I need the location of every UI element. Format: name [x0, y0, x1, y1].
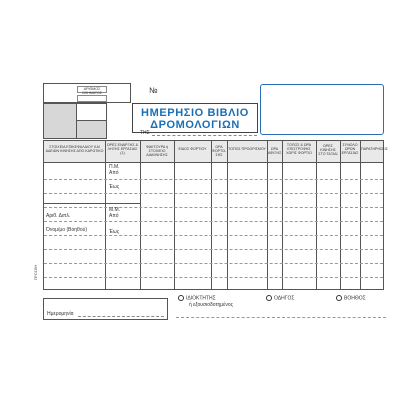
owner-check[interactable] — [178, 295, 216, 301]
date-box[interactable] — [43, 298, 168, 320]
vehicle-number-label: ΑΡΙΘΜΟΣ ΟΧΗΜΑΤΟΣ — [81, 87, 103, 95]
col-header-loading-time: ΩΡΑ ΦΟΡΤΩ-ΣΗΣ — [212, 145, 227, 157]
number-label: № — [149, 86, 158, 95]
col-header-return: ΤΟΠΟΣ & ΩΡΑ ΕΠΙΣΤΡΟΦΗΣ ΧΩΡΙΣ ΦΟΡΤΙΟ — [286, 143, 312, 155]
stamp-box — [43, 103, 107, 139]
eos-label-1: Έως — [109, 184, 120, 190]
signature-line — [176, 317, 386, 318]
title-line2: ΔΡΟΜΟΛΟΓΙΩΝ — [150, 119, 240, 131]
assistant-check[interactable] — [336, 295, 366, 301]
mm-label: Μ.Μ. — [109, 207, 121, 213]
driver-label: ΟΔΗΓΟΣ — [274, 295, 295, 302]
driver-checkbox[interactable] — [266, 295, 272, 301]
driver-check[interactable] — [266, 295, 294, 301]
col-header-cargo: ΕΙΔΟΣ ΦΟΡΤΙΟΥ — [178, 147, 207, 151]
date-label: Ημερομηνία — [47, 311, 74, 317]
side-code: ΠΡΟΣΘΗ — [34, 265, 38, 280]
owner-label: ΙΔΙΟΚΤΗΤΗΣ — [186, 295, 216, 302]
assistant-label: ΒΟΗΘΟΣ — [344, 295, 366, 302]
col-header-arrival: ΩΡΑ ΑΦΙΞΗΣ — [268, 147, 282, 155]
apo-label-1: Από — [109, 170, 119, 176]
owner-sub-label: ή εξουσιοδοτημένος — [189, 302, 234, 308]
col-header-total-hours: ΣΥΝΟΛΟ ΩΡΩΝ ΕΡΓΑΣΙΑΣ — [341, 143, 359, 155]
col-header-destination: ΤΟΠΟΣ ΠΡΟΟΡΙΣΜΟΥ — [228, 147, 266, 151]
stamp-area[interactable] — [260, 84, 384, 135]
apo-label-2: Από — [109, 213, 119, 219]
owner-checkbox[interactable] — [178, 295, 184, 301]
form-sheet — [36, 80, 388, 322]
trip-number-label: Αριθ. Διπλ. — [46, 213, 71, 219]
title-box — [132, 103, 258, 133]
assistant-checkbox[interactable] — [336, 295, 342, 301]
col-header-hours: ΩΡΕΣ ΕΝΑΡΞΗΣ & ΛΗΞΗΣ ΕΡΓΑΣΙΑΣ (1) — [106, 143, 139, 155]
title-line1: ΗΜΕΡΗΣΙΟ ΒΙΒΛΙΟ — [141, 107, 249, 119]
tis-label: ΤΗΣ — [140, 130, 150, 136]
col-header-travel-hours: ΩΡΕΣ ΚΙΝΗΣΗΣ ΣΤΟ ΤΑΞΙΔΙ — [318, 144, 338, 156]
main-table — [43, 140, 388, 290]
assistant-name-label: Όνομ/μο (Βοηθού) — [46, 227, 87, 233]
col-header-remarks: ΠΑΡΑΤΗΡΗΣΕΙΣ — [361, 147, 388, 151]
vehicle-number-field[interactable] — [43, 83, 131, 103]
col-header-vehicle: ΣΤΟΙΧΕΙΑ ΕΠΙΚΕΦΑΛΑΙΟΥ ΚΑΙ ΑΔΕΙΩΝ ΚΙΝΗΣΗΣ ΑΠΟ ΚΑΡΩΤΙΚΟ — [45, 145, 104, 153]
pm-label: Π.Μ. — [109, 164, 120, 170]
eos-label-2: Έως — [109, 229, 120, 235]
col-header-invoice: ΦΑΚΤΟΥΡΑ ή ΣΤΟΙΧΕΙΟ ΔΙΑΚΙΝΗΣΗΣ — [145, 145, 169, 157]
